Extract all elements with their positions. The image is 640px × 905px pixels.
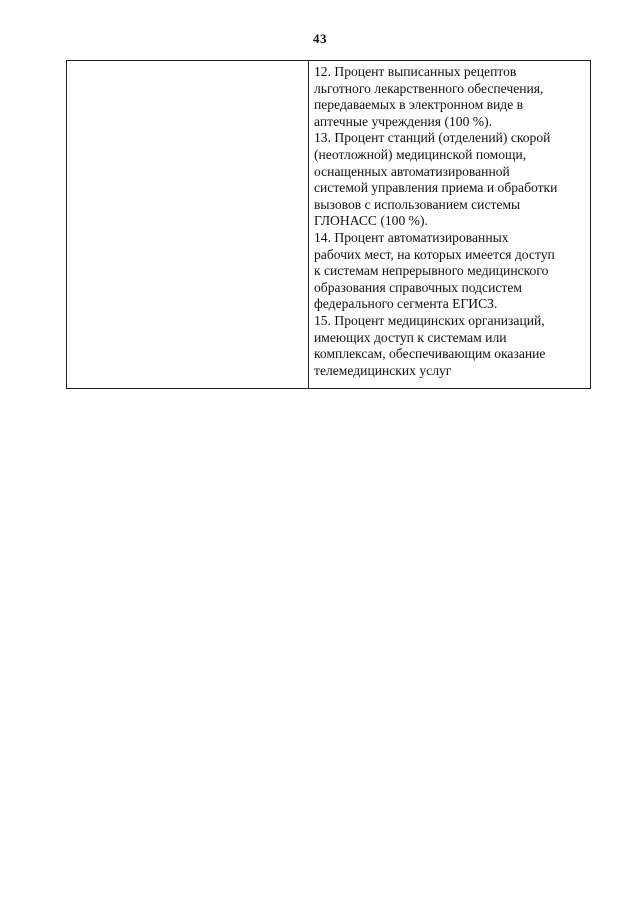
list-item-15: 15. Процент медицинских организаций, имеющих доступ к системам или комплексам, обеспечивающим оказание телемедицинских услуг <box>314 312 546 378</box>
list-item-12: 12. Процент выписанных рецептов льготного лекарственного обеспечения, передаваемых в электронном виде в аптечные учреждения (100 %). <box>314 64 544 129</box>
page-number: 43 <box>313 31 327 46</box>
list-item-14: 14. Процент автоматизированных рабочих мест, на которых имеется доступ к системам непрерывного медицинского образования справочных подсистем федерального сегмента ЕГИСЗ. <box>314 229 555 312</box>
table-cell-left <box>67 61 309 388</box>
document-table <box>66 60 591 389</box>
table-cell-right <box>309 61 590 388</box>
list-item-13: 13. Процент станций (отделений) скорой (неотложной) медицинской помощи, оснащенных автоматизированной системой управления приема и обработки вызовов с использованием системы ГЛОНАСС (100 %). <box>314 130 558 229</box>
